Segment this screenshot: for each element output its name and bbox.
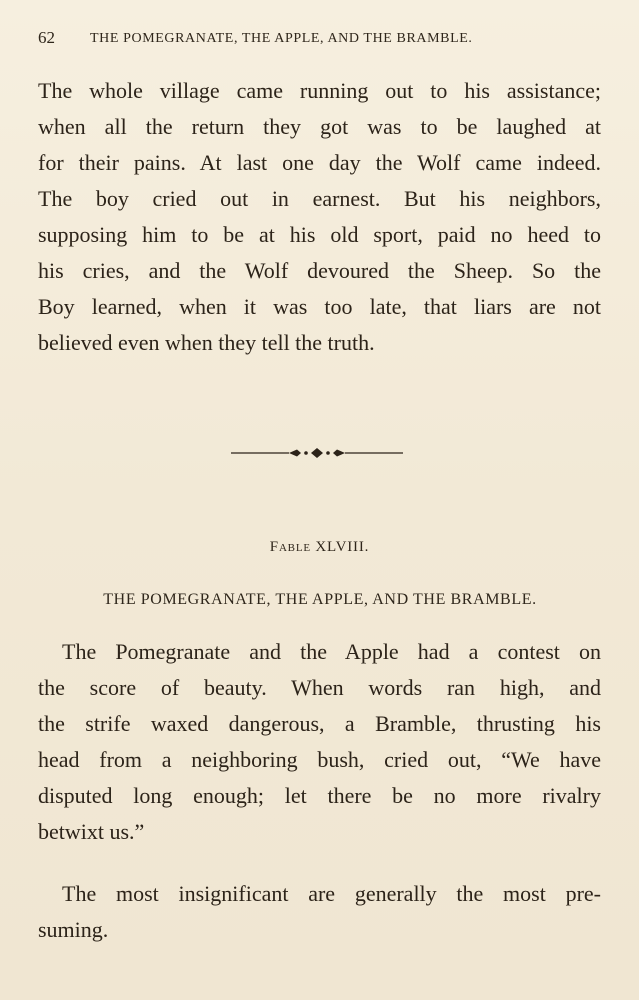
paragraph-1-line: his cries, and the Wolf devoured the Sheep. So the (38, 258, 601, 283)
paragraph-1-line: The whole village came running out to his assistance; (38, 78, 601, 103)
page-header (38, 28, 600, 52)
paragraph-2-line: the strife waxed dangerous, a Bramble, thrusting his (38, 711, 601, 736)
paragraph-1-line: believed even when they tell the truth. (38, 330, 375, 355)
paragraph-1-line: when all the return they got was to be laughed at (38, 114, 601, 139)
paragraph-3-line: The most insignificant are generally the most pre- (62, 881, 601, 906)
paragraph-1-line: supposing him to be at his old sport, paid no heed to (38, 222, 601, 247)
running-head: THE POMEGRANATE, THE APPLE, AND THE BRAMBLE. (90, 31, 473, 46)
paragraph-2-line: the score of beauty. When words ran high, and (38, 675, 601, 700)
paragraph-2 (38, 634, 601, 850)
paragraph-2-line: The Pomegranate and the Apple had a contest on (62, 639, 601, 664)
paragraph-1-line: Boy learned, when it was too late, that liars are not (38, 294, 601, 319)
paragraph-1-line: for their pains. At last one day the Wolf came indeed. (38, 150, 601, 175)
page-number: 62 (38, 28, 55, 47)
fable-number: Fable XLVIII. (269, 539, 370, 555)
paragraph-2-line: betwixt us.” (38, 819, 145, 844)
fable-title: THE POMEGRANATE, THE APPLE, AND THE BRAMBLE. (103, 591, 537, 608)
paragraph-1 (38, 73, 601, 361)
paragraph-2-line: head from a neighboring bush, cried out, “We have (38, 747, 601, 772)
paragraph-3-line: suming. (38, 917, 109, 942)
paragraph-3-moral (38, 876, 601, 948)
ornamental-rule-icon (231, 444, 403, 462)
paragraph-1-line: The boy cried out in earnest. But his neighbors, (38, 186, 601, 211)
paragraph-2-line: disputed long enough; let there be no more rivalry (38, 783, 601, 808)
